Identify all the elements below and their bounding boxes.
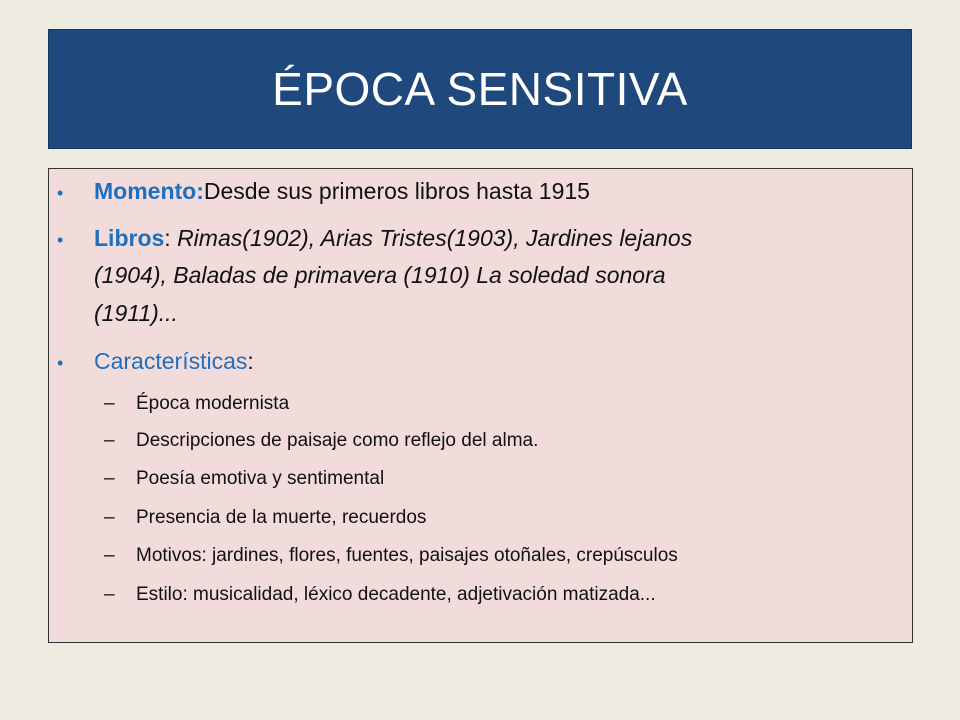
bullet-icon: • — [57, 230, 64, 250]
dash-icon: – — [104, 507, 115, 528]
subitem: Motivos: jardines, flores, fuentes, paisajes otoñales, crepúsculos — [136, 545, 678, 566]
libros-line-3: (1911)... — [94, 300, 178, 326]
bullet-libros — [94, 225, 692, 252]
libros-label: Libros — [94, 225, 165, 251]
dash-icon: – — [104, 430, 115, 451]
bullet-momento — [94, 178, 590, 205]
bullet-caracteristicas — [94, 348, 254, 375]
title-banner — [48, 29, 912, 149]
subitem: Poesía emotiva y sentimental — [136, 468, 385, 489]
bullet-icon: • — [57, 353, 64, 373]
subitem: Descripciones de paisaje como reflejo del alma. — [136, 430, 539, 451]
caracteristicas-separator: : — [247, 348, 254, 374]
bullet-icon: • — [57, 183, 64, 203]
dash-icon: – — [104, 393, 115, 414]
subitem: Presencia de la muerte, recuerdos — [136, 507, 427, 528]
dash-icon: – — [104, 545, 115, 566]
libros-separator: : — [164, 225, 178, 251]
caracteristicas-label: Características — [94, 348, 248, 374]
dash-icon: – — [104, 584, 115, 605]
libros-line-2: (1904), Baladas de primavera (1910) La soledad sonora — [94, 262, 666, 288]
subitem: Estilo: musicalidad, léxico decadente, adjetivación matizada... — [136, 584, 656, 605]
momento-label: Momento: — [94, 178, 204, 204]
subitem: Época modernista — [136, 393, 290, 414]
dash-icon: – — [104, 468, 115, 489]
slide-title: ÉPOCA SENSITIVA — [272, 63, 688, 115]
momento-text: Desde sus primeros libros hasta 1915 — [203, 178, 590, 204]
libros-line-1: Rimas(1902), Arias Tristes(1903), Jardines lejanos — [177, 225, 693, 251]
